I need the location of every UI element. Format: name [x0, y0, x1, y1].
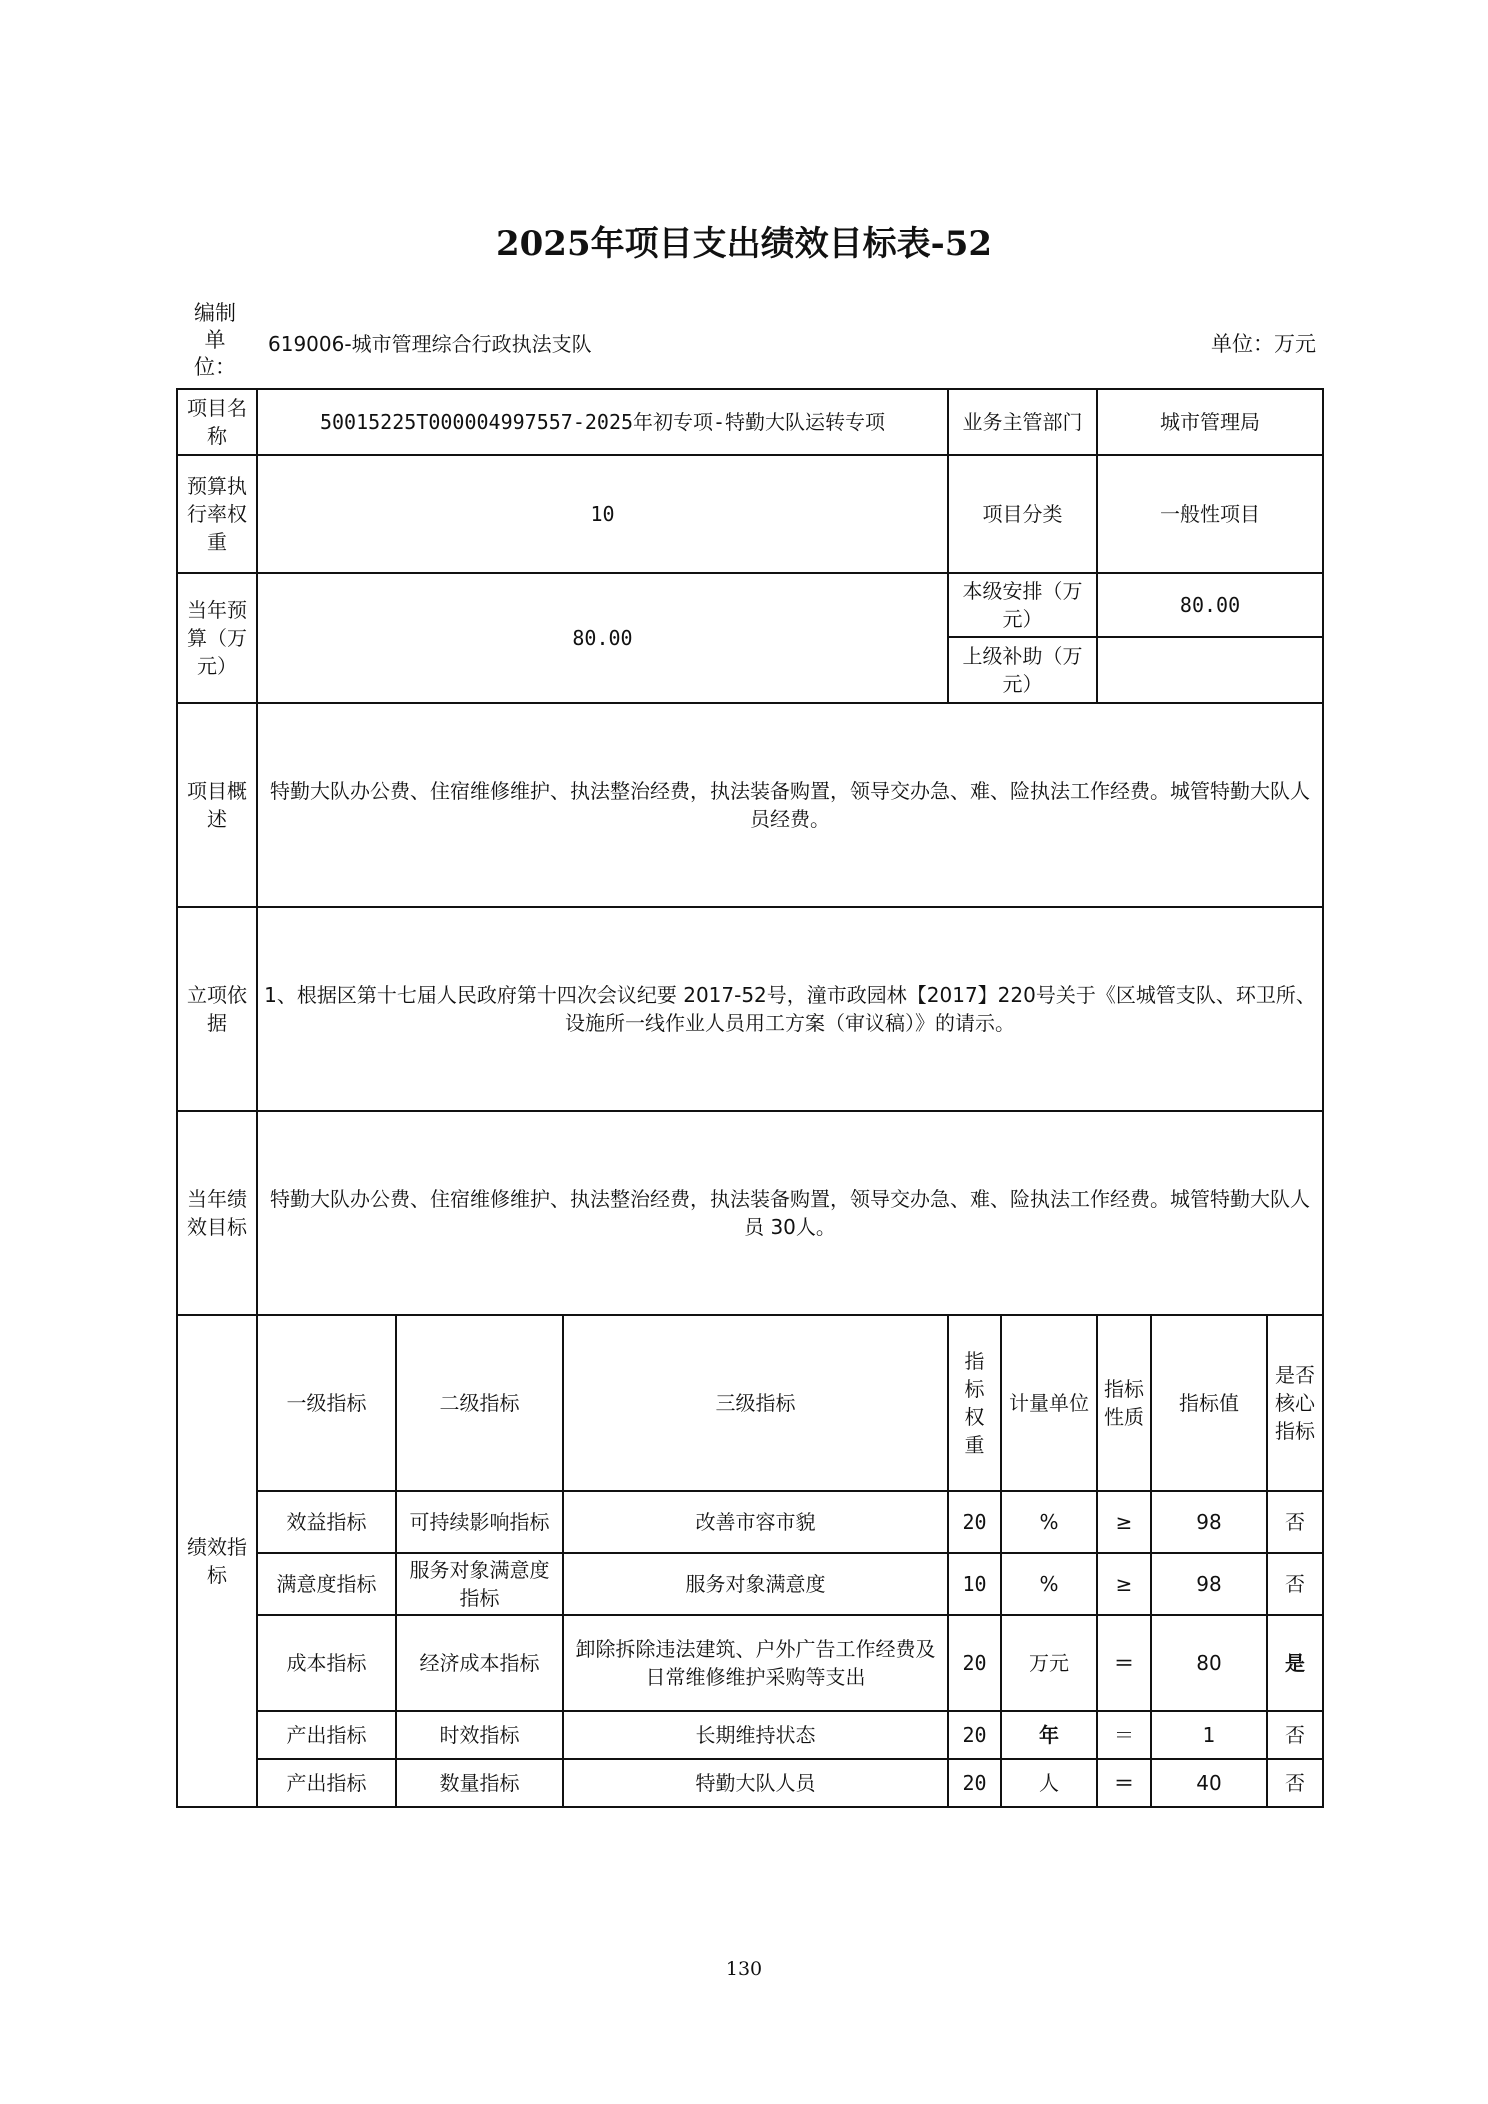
goal-label: 当年绩效目标	[177, 1111, 257, 1315]
overview-label: 项目概述	[177, 703, 257, 907]
nature-cell: ≥	[1097, 1491, 1151, 1553]
budget-total: 80.00	[257, 573, 948, 703]
category-label: 项目分类	[948, 455, 1097, 573]
superior-value	[1097, 637, 1323, 703]
value-cell: 80	[1151, 1615, 1267, 1711]
header-level1: 一级指标	[257, 1315, 396, 1491]
unit-cell: 人	[1001, 1759, 1097, 1807]
own-value: 80.00	[1097, 573, 1323, 637]
dept-value: 城市管理局	[1097, 389, 1323, 455]
nature-cell: ＝	[1097, 1615, 1151, 1711]
level1-cell: 产出指标	[257, 1759, 396, 1807]
level3-cell: 特勤大队人员	[563, 1759, 948, 1807]
basis-text: 1、根据区第十七届人民政府第十四次会议纪要 2017-52号，潼市政园林【2017】220号关于《区城管支队、环卫所、设施所一线作业人员用工方案（审议稿）》的请示。	[257, 907, 1323, 1111]
level1-cell: 效益指标	[257, 1491, 396, 1553]
header-level2: 二级指标	[396, 1315, 563, 1491]
unit-label: 编制单位：	[194, 301, 236, 379]
page-title: 2025年项目支出绩效目标表-52	[495, 224, 993, 264]
basis-label: 立项依据	[177, 907, 257, 1111]
core-cell: 是	[1267, 1615, 1323, 1711]
core-cell: 否	[1267, 1553, 1323, 1615]
superior-label: 上级补助（万元）	[948, 637, 1097, 703]
level1-cell: 成本指标	[257, 1615, 396, 1711]
exec-weight-label: 预算执行率权重	[177, 455, 257, 573]
weight-cell: 10	[948, 1553, 1001, 1615]
goal-text: 特勤大队办公费、住宿维修维护、执法整治经费，执法装备购置，领导交办急、难、险执法工作经费。城管特勤大队人员 30人。	[257, 1111, 1323, 1315]
unit-cell: 年	[1001, 1711, 1097, 1759]
level2-cell: 数量指标	[396, 1759, 563, 1807]
budget-label: 当年预算（万元）	[177, 573, 257, 703]
header-level3: 三级指标	[563, 1315, 948, 1491]
value-cell: 98	[1151, 1553, 1267, 1615]
level3-cell: 改善市容市貌	[563, 1491, 948, 1553]
level3-cell: 长期维持状态	[563, 1711, 948, 1759]
core-cell: 否	[1267, 1759, 1323, 1807]
table-row	[177, 1711, 1323, 1759]
table-row	[177, 1491, 1323, 1553]
level1-cell: 产出指标	[257, 1711, 396, 1759]
project-name-label: 项目名称	[177, 389, 257, 455]
weight-cell: 20	[948, 1615, 1001, 1711]
unit-cell: 万元	[1001, 1615, 1097, 1711]
unit-value: 619006-城市管理综合行政执法支队	[268, 332, 592, 356]
unit-cell: %	[1001, 1491, 1097, 1553]
own-label: 本级安排（万元）	[948, 573, 1097, 637]
header-unit: 计量单位	[1001, 1315, 1097, 1491]
level2-cell: 服务对象满意度指标	[396, 1553, 563, 1615]
level1-cell: 满意度指标	[257, 1553, 396, 1615]
header-core: 是否核心指标	[1267, 1315, 1323, 1491]
indicators-label: 绩效指标	[177, 1315, 257, 1807]
core-cell: 否	[1267, 1711, 1323, 1759]
category-value: 一般性项目	[1097, 455, 1323, 573]
value-cell: 1	[1151, 1711, 1267, 1759]
weight-cell: 20	[948, 1759, 1001, 1807]
unit-cell: %	[1001, 1553, 1097, 1615]
level2-cell: 时效指标	[396, 1711, 563, 1759]
table-row	[177, 1759, 1323, 1807]
level2-cell: 经济成本指标	[396, 1615, 563, 1711]
nature-cell: ≥	[1097, 1553, 1151, 1615]
table-row	[177, 1553, 1323, 1615]
performance-table	[176, 388, 1324, 1808]
overview-text: 特勤大队办公费、住宿维修维护、执法整治经费，执法装备购置，领导交办急、难、险执法工作经费。城管特勤大队人员经费。	[257, 703, 1323, 907]
nature-cell: ＝	[1097, 1711, 1151, 1759]
value-cell: 98	[1151, 1491, 1267, 1553]
project-name: 50015225T000004997557-2025年初专项-特勤大队运转专项	[257, 389, 948, 455]
table-row	[177, 1615, 1323, 1711]
level3-cell: 卸除拆除违法建筑、户外广告工作经费及日常维修维护采购等支出	[563, 1615, 948, 1711]
page-number: 130	[725, 1958, 763, 1980]
dept-label: 业务主管部门	[948, 389, 1097, 455]
core-cell: 否	[1267, 1491, 1323, 1553]
exec-weight-value: 10	[257, 455, 948, 573]
money-unit: 单位：万元	[1211, 332, 1316, 356]
level3-cell: 服务对象满意度	[563, 1553, 948, 1615]
weight-cell: 20	[948, 1711, 1001, 1759]
weight-cell: 20	[948, 1491, 1001, 1553]
header-value: 指标值	[1151, 1315, 1267, 1491]
level2-cell: 可持续影响指标	[396, 1491, 563, 1553]
nature-cell: ＝	[1097, 1759, 1151, 1807]
header-nature: 指标性质	[1097, 1315, 1151, 1491]
value-cell: 40	[1151, 1759, 1267, 1807]
header-weight: 指标权重	[948, 1315, 1001, 1491]
